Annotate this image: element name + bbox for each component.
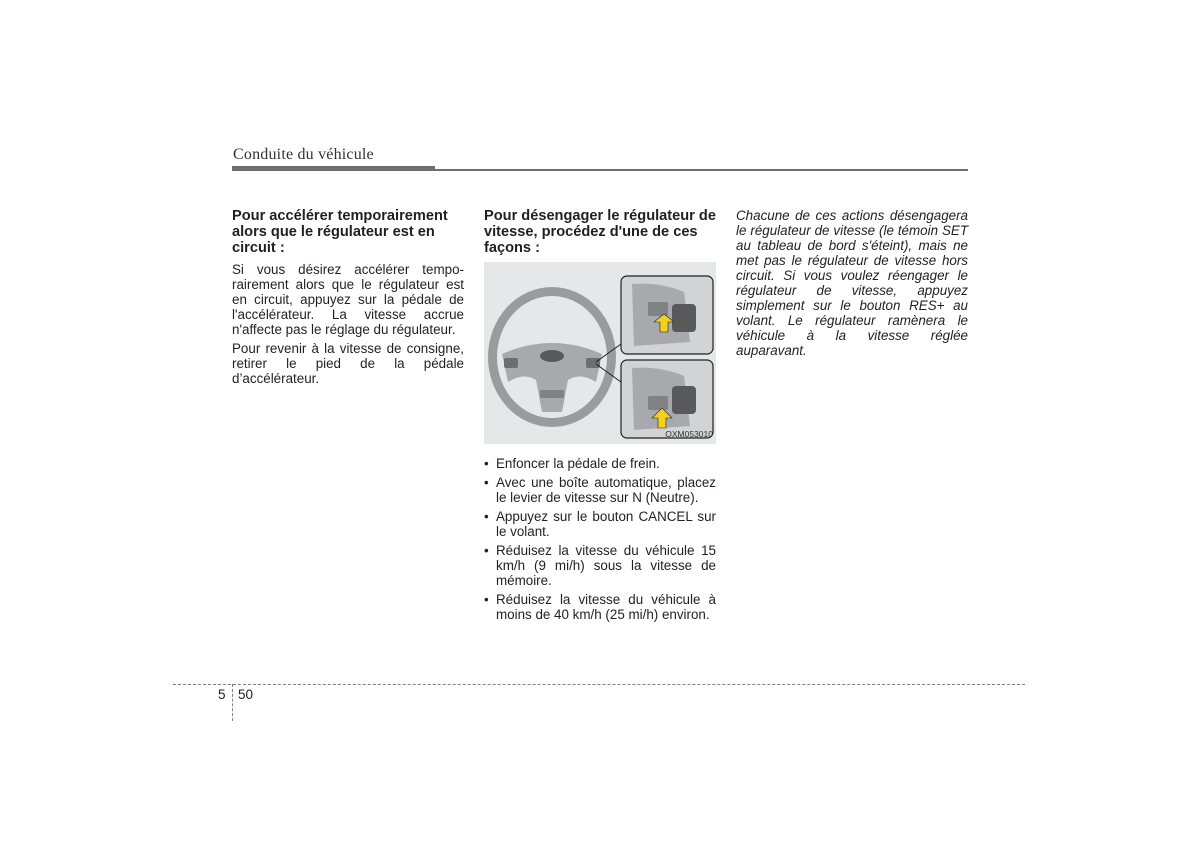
list-item: • Réduisez la vitesse du véhicule à moins de 40 km/h (25 mi/h) environ.	[484, 592, 716, 622]
steering-wheel-figure	[484, 262, 716, 444]
page-number: 50	[238, 687, 254, 702]
list-item: • Avec une boîte automatique, placez le levier de vitesse sur N (Neutre).	[484, 475, 716, 505]
section-number: 5	[218, 687, 226, 702]
section-heading-disengage: Pour désengager le régulateur de vitesse, procédez d'une de ces façons :	[484, 208, 716, 256]
paragraph-accelerate: Si vous désirez accélérer temporairement alors que le régulateur est en circuit, appuyez sur la pédale de l'accélérateur. La vitesse accrue n'affecte pas le réglage du régulateur.	[232, 262, 464, 337]
column-right	[736, 208, 968, 362]
figure-caption: OXM053010	[665, 429, 713, 439]
running-header: Conduite du véhicule	[233, 146, 374, 163]
paragraph-note-italic: Chacune de ces actions désengagera le régulateur de vitesse (le témoin SET au tableau de bord s'éteint), mais ne met pas le régulateur de vitesse hors circuit. Si vous voulez réengager le régulateur de vitesse, appuyez simplement sur le bouton RES+ au volant. Le régulateur ramènera le véhicule à la vitesse réglée auparavant.	[736, 208, 968, 358]
header-rule-thin	[435, 169, 968, 171]
footer-divider	[232, 684, 233, 721]
footer-rule	[173, 684, 1025, 685]
section-heading-accelerate: Pour accélérer temporairement alors que le régulateur est en circuit :	[232, 208, 448, 256]
list-item: • Appuyez sur le bouton CANCEL sur le volant.	[484, 509, 716, 539]
paragraph-return-speed: Pour revenir à la vitesse de consigne, retirer le pied de la pédale d’accélérateur.	[232, 341, 464, 386]
list-item: • Réduisez la vitesse du véhicule 15 km/h (9 mi/h) sous la vitesse de mémoire.	[484, 543, 716, 588]
header-rule-thick	[232, 166, 435, 171]
steering-wheel-illustration	[484, 262, 716, 444]
list-item: • Enfoncer la pédale de frein.	[484, 456, 716, 471]
disengage-methods-list	[484, 456, 716, 622]
column-middle	[484, 208, 716, 626]
column-left	[232, 208, 464, 390]
